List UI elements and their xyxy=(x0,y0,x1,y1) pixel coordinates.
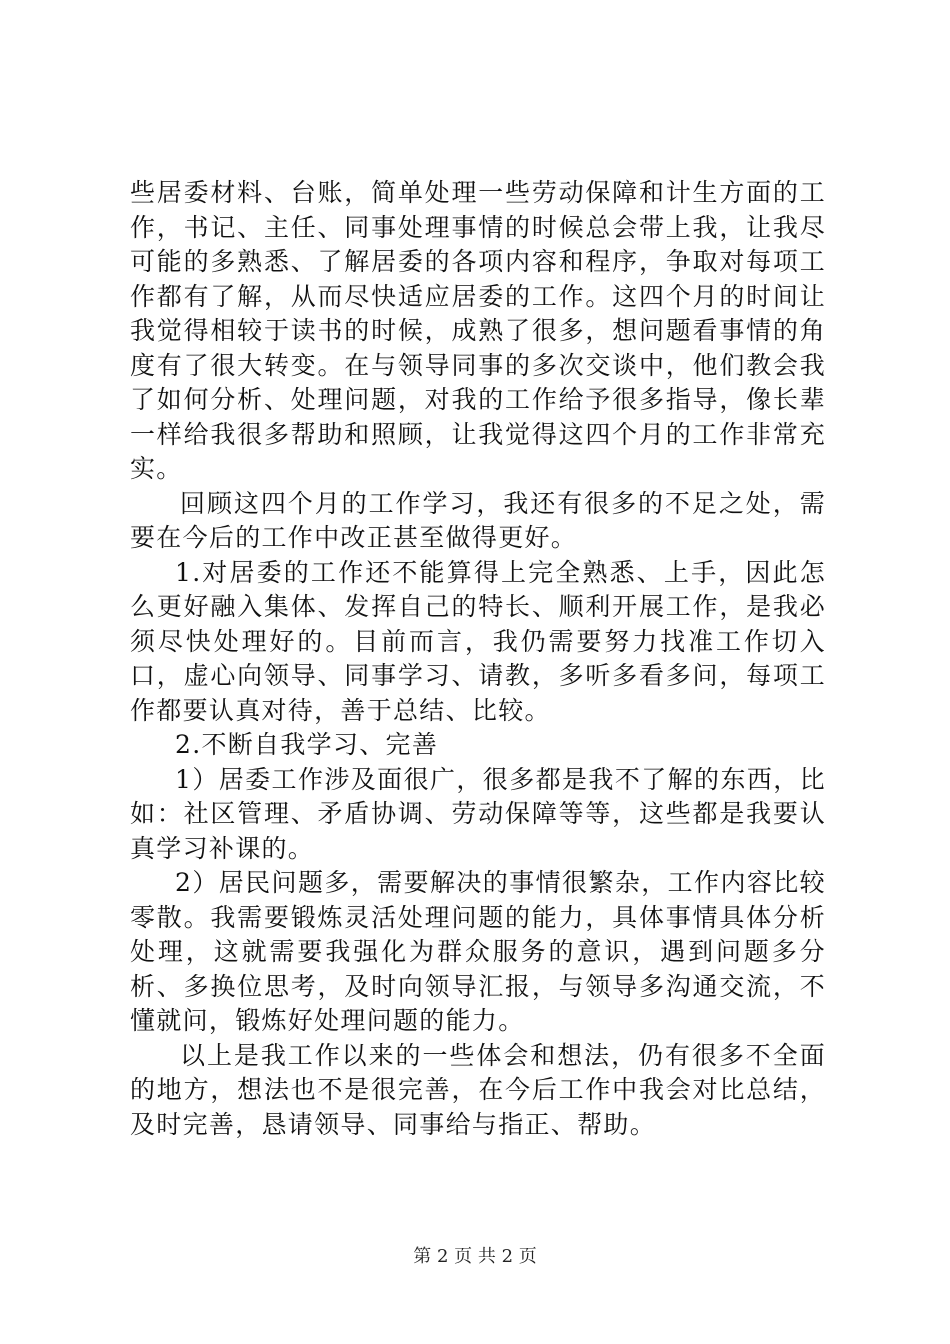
paragraph-continuation: 些居委材料、台账，简单处理一些劳动保障和计生方面的工作，书记、主任、同事处理事情的时候总会带上我，让我尽可能的多熟悉、了解居委的各项内容和程序，争取对每项工作都有了解，从而尽快适应居委的工作。这四个月的时间让我觉得相较于读书的时候，成熟了很多，想问题看事情的角度有了很大转变。在与领导同事的多次交谈中，他们教会我了如何分析、处理问题，对我的工作给予很多指导，像长辈一样给我很多帮助和照顾，让我觉得这四个月的工作非常充实。 xyxy=(130,178,826,483)
page-number-footer: 第 2 页 共 2 页 xyxy=(413,1246,537,1267)
paragraph-conclusion: 以上是我工作以来的一些体会和想法，仍有很多不全面的地方，想法也不是很完善，在今后工作中我会对比总结，及时完善，恳请领导、同事给与指正、帮助。 xyxy=(130,1040,826,1139)
paragraph-subpoint-1: 1）居委工作涉及面很广，很多都是我不了解的东西，比如：社区管理、矛盾协调、劳动保障等等，这些都是我要认真学习补课的。 xyxy=(130,764,826,863)
paragraph-subpoint-2: 2）居民问题多，需要解决的事情很繁杂，工作内容比较零散。我需要锻炼灵活处理问题的能力，具体事情具体分析处理，这就需要我强化为群众服务的意识，遇到问题多分析、多换位思考，及时向领导汇报，与领导多沟通交流，不懂就问，锻炼好处理问题的能力。 xyxy=(130,868,826,1035)
paragraph-point-2-heading: 2.不断自我学习、完善 xyxy=(175,730,439,759)
paragraph-review: 回顾这四个月的工作学习，我还有很多的不足之处，需要在今后的工作中改正甚至做得更好。 xyxy=(130,488,826,552)
paragraph-point-1: 1.对居委的工作还不能算得上完全熟悉、上手，因此怎么更好融入集体、发挥自己的特长、顺利开展工作，是我必须尽快处理好的。目前而言，我仍需要努力找准工作切入口，虚心向领导、同事学习、请教，多听多看多问，每项工作都要认真对待，善于总结、比较。 xyxy=(130,557,826,725)
document-body xyxy=(130,176,826,1142)
